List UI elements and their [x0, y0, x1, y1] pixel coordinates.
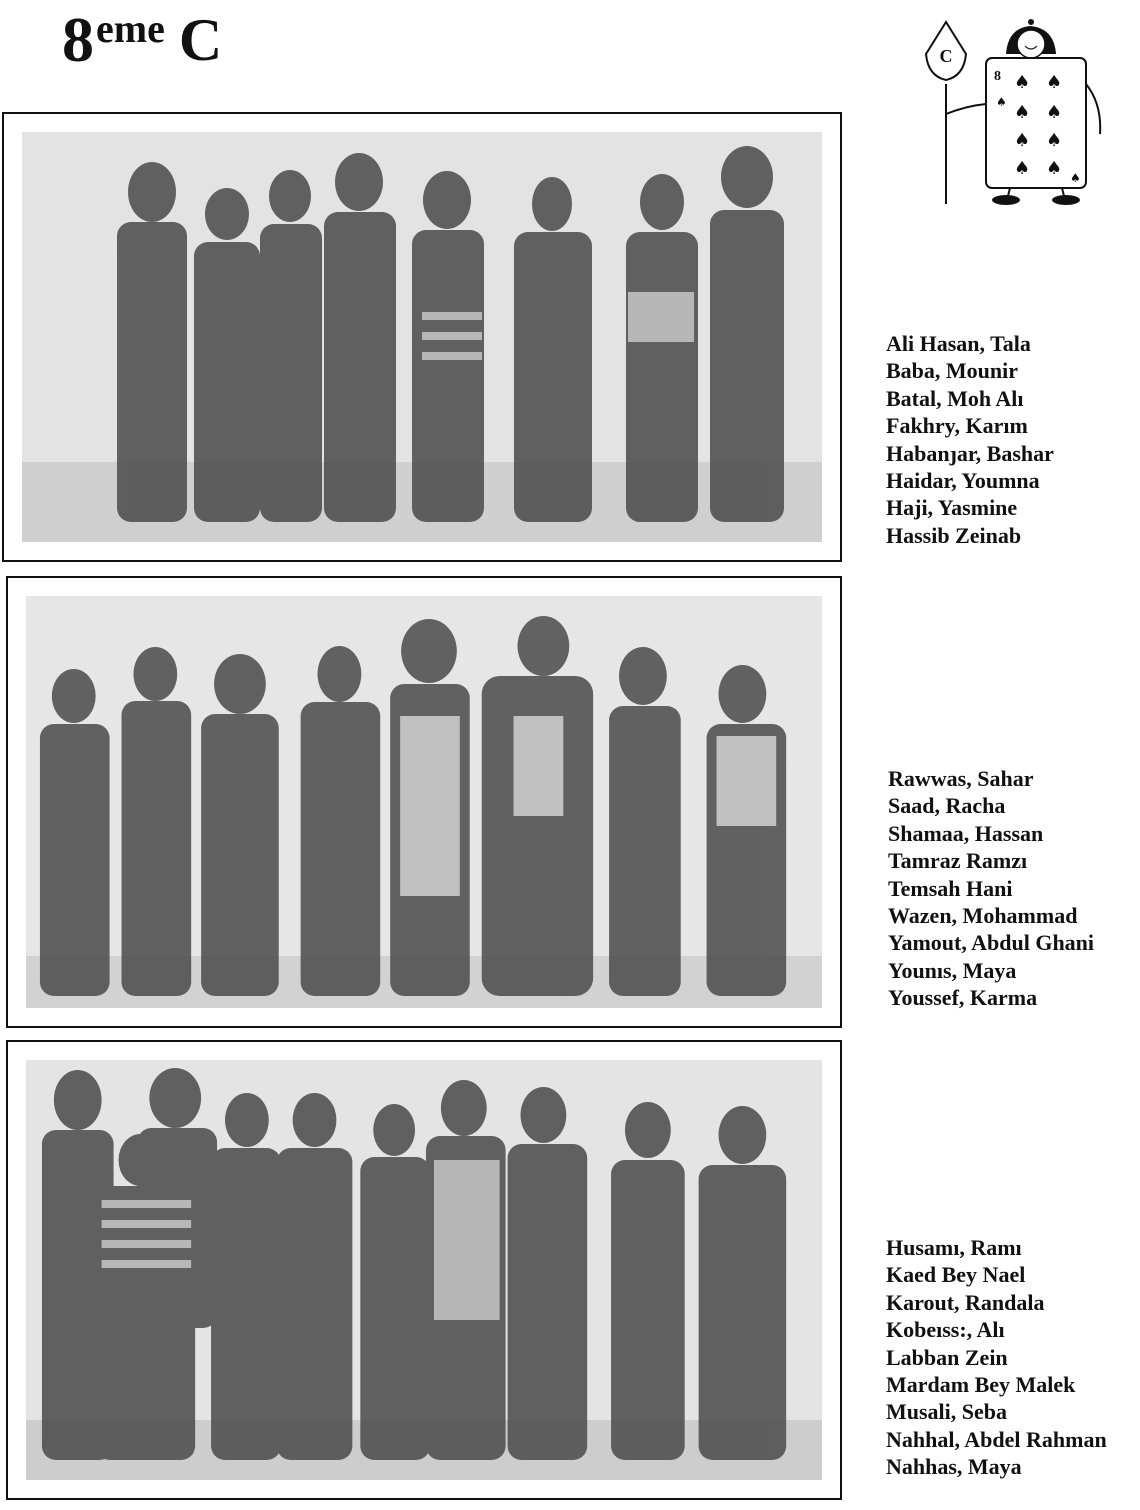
card-number: 8	[994, 69, 1001, 84]
student-name: Husamı, Ramı	[886, 1235, 1022, 1260]
svg-text:♠: ♠	[1070, 171, 1081, 185]
student-name: Habanȷar, Bashar	[886, 440, 1054, 466]
class-photo-1	[2, 112, 842, 562]
student-name: Rawwas, Sahar	[888, 766, 1034, 791]
svg-text:♠: ♠	[1014, 158, 1031, 179]
student-name: Youssef, Karma	[888, 985, 1038, 1011]
names-list-2	[888, 765, 1094, 1012]
page-title	[62, 0, 222, 80]
student-name: Karout, Randala	[886, 1289, 1045, 1315]
svg-text:♠: ♠	[1014, 102, 1031, 123]
title-number: 8	[62, 4, 94, 75]
student-name: Wazen, Mohammad	[888, 903, 1078, 929]
svg-text:♠: ♠	[1046, 102, 1063, 123]
title-superscript: eme	[96, 6, 165, 51]
student-name: Musali, Seba	[886, 1399, 1008, 1425]
student-name: Mardam Bey Malek	[886, 1372, 1076, 1398]
student-name: Kaed Bey Nael	[886, 1262, 1026, 1288]
student-name: Yamout, Abdul Ghani	[888, 930, 1095, 956]
group-photo-2	[26, 596, 822, 1008]
student-name: Haji, Yasmine	[886, 495, 1018, 521]
group-photo-3	[26, 1060, 822, 1480]
student-name: Fakhry, Karım	[886, 413, 1028, 439]
student-name: Nahhal, Abdel Rahman	[886, 1426, 1107, 1452]
names-list-3	[886, 1234, 1107, 1481]
student-name: Batal, Moh Alı	[886, 385, 1024, 411]
student-name: Younıs, Maya	[888, 957, 1017, 983]
student-name: Hassib Zeinab	[886, 522, 1022, 548]
names-list-1	[886, 330, 1054, 549]
student-name: Kobeıss:, Alı	[886, 1317, 1005, 1343]
group-photo-1	[22, 132, 822, 542]
student-name: Temsah Hani	[888, 875, 1013, 901]
playing-card-soldier-icon	[906, 14, 1116, 214]
svg-text:♠: ♠	[1014, 130, 1031, 151]
student-name: Labban Zein	[886, 1344, 1008, 1370]
svg-text:♠: ♠	[1046, 130, 1063, 151]
svg-text:♠: ♠	[1046, 158, 1063, 179]
svg-text:♠: ♠	[1046, 72, 1063, 93]
student-name: Saad, Racha	[888, 793, 1006, 819]
students-silhouettes-1	[22, 132, 822, 542]
svg-text:♠: ♠	[1014, 72, 1031, 93]
students-silhouettes-3	[26, 1060, 822, 1480]
student-name: Haidar, Youmna	[886, 468, 1040, 494]
student-name: Shamaa, Hassan	[888, 820, 1044, 846]
student-name: Ali Hasan, Tala	[886, 331, 1031, 356]
title-letter: C	[178, 7, 223, 73]
student-name: Baba, Mounir	[886, 358, 1019, 384]
sign-letter: C	[939, 46, 953, 66]
student-name: Nahhas, Maya	[886, 1454, 1022, 1480]
svg-text:♠: ♠	[996, 95, 1007, 109]
class-photo-2	[6, 576, 842, 1028]
student-name: Tamraz Ramzı	[888, 848, 1028, 874]
students-silhouettes-2	[26, 596, 822, 1008]
class-photo-3	[6, 1040, 842, 1500]
